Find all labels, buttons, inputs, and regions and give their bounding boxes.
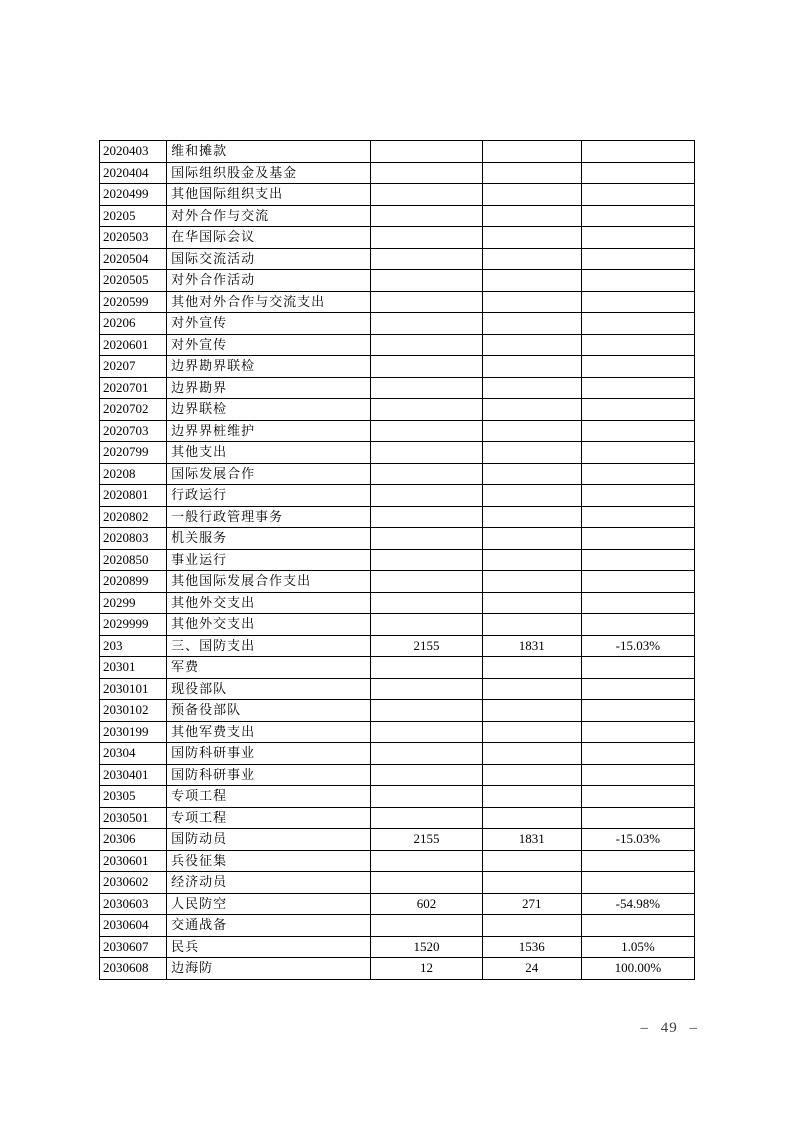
code-cell: 2020599 — [100, 291, 167, 313]
table-row — [100, 463, 695, 485]
code-cell: 2020803 — [100, 528, 167, 550]
value2-cell — [482, 356, 581, 378]
value1-cell — [371, 786, 482, 808]
value2-cell: 24 — [482, 958, 581, 980]
code-cell: 2020701 — [100, 377, 167, 399]
code-cell: 20208 — [100, 463, 167, 485]
table-row — [100, 850, 695, 872]
value1-cell: 2155 — [371, 635, 482, 657]
percent-cell — [581, 356, 694, 378]
value2-cell — [482, 528, 581, 550]
code-cell: 2020503 — [100, 227, 167, 249]
category-cell: 边界勘界 — [167, 377, 371, 399]
code-cell: 2030102 — [100, 700, 167, 722]
value1-cell — [371, 506, 482, 528]
code-cell: 20205 — [100, 205, 167, 227]
category-cell: 其他对外合作与交流支出 — [167, 291, 371, 313]
value2-cell: 1536 — [482, 936, 581, 958]
table-row — [100, 829, 695, 851]
value1-cell — [371, 184, 482, 206]
table-row — [100, 205, 695, 227]
percent-cell — [581, 334, 694, 356]
percent-cell — [581, 313, 694, 335]
category-cell: 事业运行 — [167, 549, 371, 571]
value1-cell — [371, 399, 482, 421]
table-row — [100, 571, 695, 593]
percent-cell — [581, 549, 694, 571]
category-cell: 对外合作活动 — [167, 270, 371, 292]
value1-cell — [371, 807, 482, 829]
table-row — [100, 313, 695, 335]
code-cell: 2020801 — [100, 485, 167, 507]
category-cell: 人民防空 — [167, 893, 371, 915]
percent-cell — [581, 657, 694, 679]
value1-cell — [371, 657, 482, 679]
percent-cell — [581, 678, 694, 700]
percent-cell — [581, 463, 694, 485]
value1-cell — [371, 313, 482, 335]
value2-cell — [482, 291, 581, 313]
value1-cell — [371, 549, 482, 571]
value2-cell: 1831 — [482, 829, 581, 851]
value1-cell — [371, 614, 482, 636]
value2-cell — [482, 614, 581, 636]
code-cell: 2020802 — [100, 506, 167, 528]
value1-cell: 1520 — [371, 936, 482, 958]
value1-cell — [371, 915, 482, 937]
table-row — [100, 635, 695, 657]
percent-cell: -54.98% — [581, 893, 694, 915]
percent-cell — [581, 442, 694, 464]
percent-cell — [581, 420, 694, 442]
table-row — [100, 442, 695, 464]
value1-cell — [371, 442, 482, 464]
category-cell: 其他支出 — [167, 442, 371, 464]
table-row — [100, 356, 695, 378]
value1-cell — [371, 162, 482, 184]
value2-cell — [482, 399, 581, 421]
category-cell: 预备役部队 — [167, 700, 371, 722]
category-cell: 行政运行 — [167, 485, 371, 507]
code-cell: 2030601 — [100, 850, 167, 872]
percent-cell — [581, 807, 694, 829]
table-row — [100, 291, 695, 313]
value1-cell — [371, 678, 482, 700]
page-number: – 49 – — [640, 1020, 698, 1036]
percent-cell — [581, 485, 694, 507]
code-cell: 2029999 — [100, 614, 167, 636]
category-cell: 其他国际发展合作支出 — [167, 571, 371, 593]
table-row — [100, 227, 695, 249]
percent-cell — [581, 571, 694, 593]
value1-cell: 2155 — [371, 829, 482, 851]
value2-cell — [482, 141, 581, 163]
category-cell: 其他外交支出 — [167, 614, 371, 636]
table-row — [100, 915, 695, 937]
category-cell: 专项工程 — [167, 786, 371, 808]
value1-cell — [371, 528, 482, 550]
value2-cell — [482, 850, 581, 872]
value1-cell — [371, 463, 482, 485]
category-cell: 边海防 — [167, 958, 371, 980]
category-cell: 民兵 — [167, 936, 371, 958]
value2-cell — [482, 678, 581, 700]
value2-cell — [482, 227, 581, 249]
value2-cell — [482, 786, 581, 808]
value1-cell — [371, 334, 482, 356]
value1-cell — [371, 291, 482, 313]
value2-cell — [482, 549, 581, 571]
code-cell: 2030603 — [100, 893, 167, 915]
category-cell: 国际交流活动 — [167, 248, 371, 270]
category-cell: 国防科研事业 — [167, 764, 371, 786]
table-row — [100, 743, 695, 765]
code-cell: 2020403 — [100, 141, 167, 163]
code-cell: 2030101 — [100, 678, 167, 700]
table-row — [100, 420, 695, 442]
table-row — [100, 141, 695, 163]
category-cell: 其他国际组织支出 — [167, 184, 371, 206]
category-cell: 国际发展合作 — [167, 463, 371, 485]
table-row — [100, 334, 695, 356]
percent-cell — [581, 743, 694, 765]
value2-cell — [482, 764, 581, 786]
value2-cell — [482, 442, 581, 464]
value1-cell — [371, 356, 482, 378]
value1-cell — [371, 227, 482, 249]
value2-cell — [482, 592, 581, 614]
percent-cell — [581, 377, 694, 399]
code-cell: 2030604 — [100, 915, 167, 937]
value1-cell — [371, 721, 482, 743]
category-cell: 经济动员 — [167, 872, 371, 894]
category-cell: 边界勘界联检 — [167, 356, 371, 378]
table-row — [100, 764, 695, 786]
category-cell: 对外宣传 — [167, 313, 371, 335]
table-row — [100, 528, 695, 550]
category-cell: 国际组织股金及基金 — [167, 162, 371, 184]
category-cell: 在华国际会议 — [167, 227, 371, 249]
value2-cell — [482, 571, 581, 593]
percent-cell — [581, 399, 694, 421]
value2-cell — [482, 743, 581, 765]
value1-cell — [371, 141, 482, 163]
code-cell: 2020799 — [100, 442, 167, 464]
table-row — [100, 893, 695, 915]
value2-cell — [482, 270, 581, 292]
value2-cell — [482, 872, 581, 894]
category-cell: 军费 — [167, 657, 371, 679]
value1-cell — [371, 420, 482, 442]
percent-cell — [581, 700, 694, 722]
code-cell: 20299 — [100, 592, 167, 614]
table-row — [100, 872, 695, 894]
value1-cell — [371, 377, 482, 399]
value2-cell: 271 — [482, 893, 581, 915]
value2-cell — [482, 700, 581, 722]
category-cell: 现役部队 — [167, 678, 371, 700]
percent-cell: 1.05% — [581, 936, 694, 958]
code-cell: 2030608 — [100, 958, 167, 980]
code-cell: 2020702 — [100, 399, 167, 421]
percent-cell — [581, 141, 694, 163]
code-cell: 2020850 — [100, 549, 167, 571]
table-row — [100, 377, 695, 399]
value1-cell — [371, 205, 482, 227]
code-cell: 20301 — [100, 657, 167, 679]
value2-cell — [482, 377, 581, 399]
code-cell: 2030199 — [100, 721, 167, 743]
percent-cell: -15.03% — [581, 829, 694, 851]
percent-cell — [581, 227, 694, 249]
value2-cell — [482, 485, 581, 507]
value2-cell — [482, 205, 581, 227]
percent-cell — [581, 764, 694, 786]
percent-cell — [581, 614, 694, 636]
table-row — [100, 657, 695, 679]
category-cell: 对外宣传 — [167, 334, 371, 356]
category-cell: 兵役征集 — [167, 850, 371, 872]
code-cell: 2020505 — [100, 270, 167, 292]
table-row — [100, 721, 695, 743]
category-cell: 三、国防支出 — [167, 635, 371, 657]
code-cell: 2020504 — [100, 248, 167, 270]
value1-cell — [371, 248, 482, 270]
value2-cell — [482, 162, 581, 184]
category-cell: 交通战备 — [167, 915, 371, 937]
code-cell: 2020404 — [100, 162, 167, 184]
code-cell: 20305 — [100, 786, 167, 808]
percent-cell: -15.03% — [581, 635, 694, 657]
value2-cell — [482, 248, 581, 270]
category-cell: 机关服务 — [167, 528, 371, 550]
code-cell: 2020703 — [100, 420, 167, 442]
table-row — [100, 807, 695, 829]
category-cell: 国防动员 — [167, 829, 371, 851]
value2-cell — [482, 184, 581, 206]
value1-cell — [371, 571, 482, 593]
code-cell: 20304 — [100, 743, 167, 765]
category-cell: 边界界桩维护 — [167, 420, 371, 442]
value2-cell — [482, 807, 581, 829]
code-cell: 2020601 — [100, 334, 167, 356]
percent-cell — [581, 506, 694, 528]
value2-cell — [482, 313, 581, 335]
value1-cell: 12 — [371, 958, 482, 980]
code-cell: 20306 — [100, 829, 167, 851]
percent-cell — [581, 915, 694, 937]
category-cell: 对外合作与交流 — [167, 205, 371, 227]
table-row — [100, 700, 695, 722]
value2-cell — [482, 463, 581, 485]
table-row — [100, 786, 695, 808]
value2-cell — [482, 721, 581, 743]
category-cell: 专项工程 — [167, 807, 371, 829]
table-row — [100, 162, 695, 184]
value1-cell — [371, 872, 482, 894]
value1-cell: 602 — [371, 893, 482, 915]
percent-cell — [581, 528, 694, 550]
percent-cell: 100.00% — [581, 958, 694, 980]
category-cell: 一般行政管理事务 — [167, 506, 371, 528]
percent-cell — [581, 786, 694, 808]
table-row — [100, 614, 695, 636]
code-cell: 2030602 — [100, 872, 167, 894]
value2-cell — [482, 506, 581, 528]
code-cell: 2030501 — [100, 807, 167, 829]
code-cell: 20206 — [100, 313, 167, 335]
percent-cell — [581, 872, 694, 894]
code-cell: 2030401 — [100, 764, 167, 786]
value1-cell — [371, 592, 482, 614]
table-row — [100, 958, 695, 980]
value2-cell — [482, 915, 581, 937]
percent-cell — [581, 850, 694, 872]
table-row — [100, 248, 695, 270]
percent-cell — [581, 721, 694, 743]
value1-cell — [371, 485, 482, 507]
value1-cell — [371, 850, 482, 872]
category-cell: 维和摊款 — [167, 141, 371, 163]
value1-cell — [371, 700, 482, 722]
table-row — [100, 485, 695, 507]
value1-cell — [371, 764, 482, 786]
code-cell: 203 — [100, 635, 167, 657]
code-cell: 2020499 — [100, 184, 167, 206]
value2-cell — [482, 657, 581, 679]
category-cell: 其他外交支出 — [167, 592, 371, 614]
category-cell: 国防科研事业 — [167, 743, 371, 765]
budget-table — [99, 140, 695, 980]
code-cell: 2030607 — [100, 936, 167, 958]
value2-cell — [482, 420, 581, 442]
percent-cell — [581, 184, 694, 206]
percent-cell — [581, 291, 694, 313]
value1-cell — [371, 743, 482, 765]
code-cell: 20207 — [100, 356, 167, 378]
table-row — [100, 506, 695, 528]
table-row — [100, 592, 695, 614]
category-cell: 边界联检 — [167, 399, 371, 421]
percent-cell — [581, 162, 694, 184]
percent-cell — [581, 270, 694, 292]
category-cell: 其他军费支出 — [167, 721, 371, 743]
table-row — [100, 936, 695, 958]
budget-table-body — [100, 141, 695, 980]
table-row — [100, 184, 695, 206]
value2-cell: 1831 — [482, 635, 581, 657]
percent-cell — [581, 592, 694, 614]
percent-cell — [581, 248, 694, 270]
value1-cell — [371, 270, 482, 292]
percent-cell — [581, 205, 694, 227]
table-row — [100, 399, 695, 421]
code-cell: 2020899 — [100, 571, 167, 593]
table-row — [100, 678, 695, 700]
table-row — [100, 270, 695, 292]
value2-cell — [482, 334, 581, 356]
table-row — [100, 549, 695, 571]
